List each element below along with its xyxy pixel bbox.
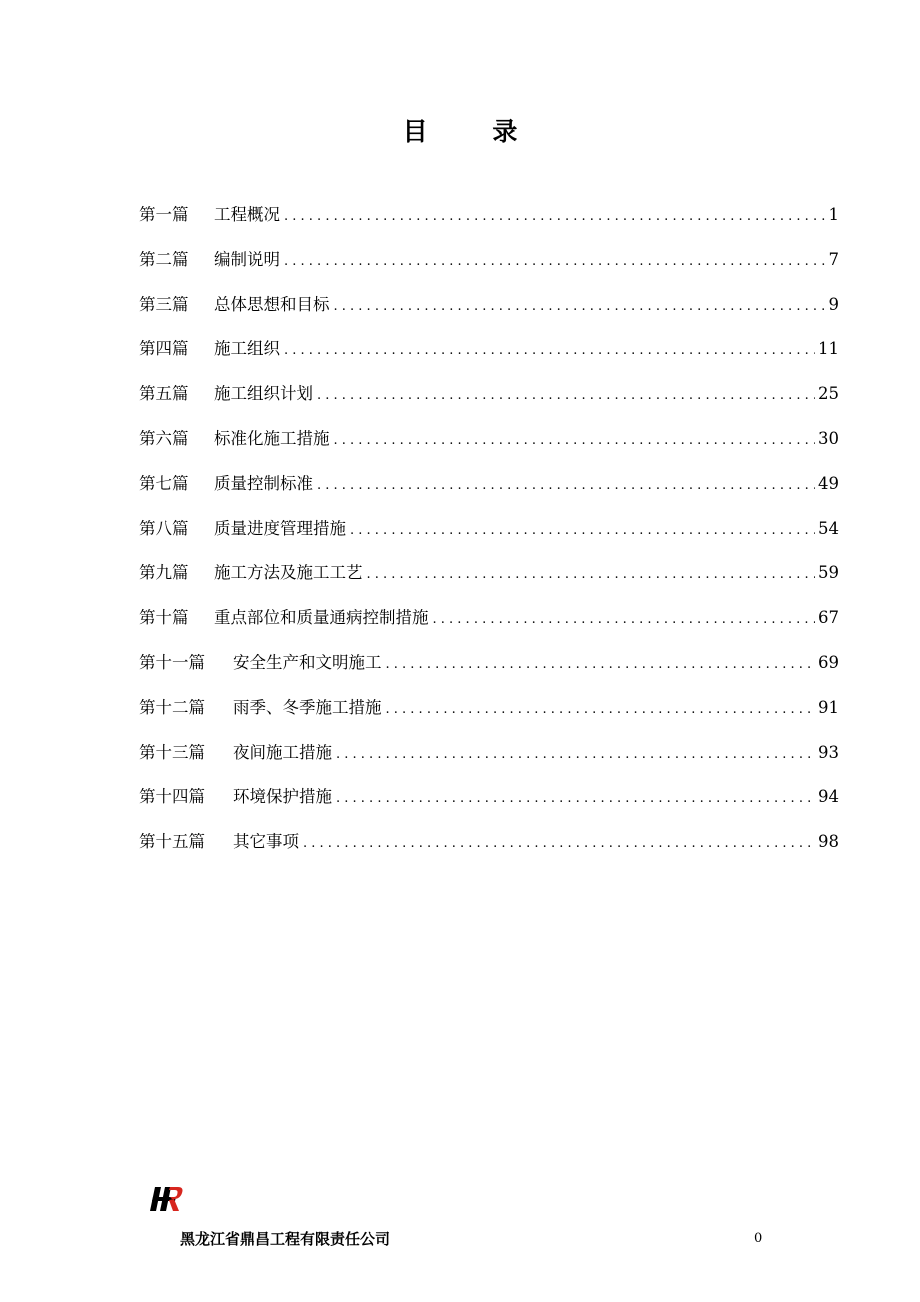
toc-row[interactable] <box>139 427 839 472</box>
toc-page-number: 25 <box>818 384 839 404</box>
toc-chapter-title: 质量控制标准 <box>214 473 313 493</box>
toc-page-number: 54 <box>818 518 839 538</box>
toc-chapter-title: 其它事项 <box>233 832 299 852</box>
toc-row[interactable] <box>139 203 839 248</box>
toc-chapter-label: 第七篇 <box>139 473 189 493</box>
toc-row[interactable] <box>139 517 839 562</box>
toc-chapter-title: 编制说明 <box>214 249 280 269</box>
toc-row[interactable] <box>139 606 839 651</box>
company-name: 黑龙江省鼎昌工程有限责任公司 <box>180 1230 391 1248</box>
toc-chapter-label: 第五篇 <box>139 384 189 404</box>
toc-page-number: 93 <box>818 742 839 762</box>
toc-chapter-label: 第十三篇 <box>139 742 205 762</box>
toc-page-number: 67 <box>818 608 839 628</box>
toc-row[interactable] <box>139 382 839 427</box>
toc-dot-leader <box>284 205 826 229</box>
toc-dot-leader <box>317 474 815 498</box>
toc-dot-leader <box>350 519 815 543</box>
toc-dot-leader <box>367 563 816 587</box>
toc-chapter-label: 第九篇 <box>139 563 189 583</box>
toc-page-number: 59 <box>818 563 839 583</box>
toc-chapter-title: 环境保护措施 <box>233 787 332 807</box>
toc-dot-leader <box>334 429 816 453</box>
toc-dot-leader <box>317 384 815 408</box>
toc-chapter-title: 工程概况 <box>214 205 280 224</box>
toc-chapter-label: 第八篇 <box>139 518 189 538</box>
toc-row[interactable] <box>139 830 839 875</box>
toc-chapter-label: 第四篇 <box>139 339 189 359</box>
toc-dot-leader <box>386 653 816 677</box>
toc-page-number: 98 <box>818 832 839 852</box>
toc-dot-leader <box>334 295 826 319</box>
toc-row[interactable] <box>139 741 839 786</box>
table-of-contents <box>139 203 839 875</box>
toc-page-number: 69 <box>818 652 839 672</box>
toc-chapter-label: 第三篇 <box>139 294 189 314</box>
toc-chapter-title: 重点部位和质量通病控制措施 <box>214 608 429 628</box>
toc-dot-leader <box>386 698 816 722</box>
toc-chapter-label: 第十一篇 <box>139 652 205 672</box>
toc-row[interactable] <box>139 651 839 696</box>
toc-chapter-label: 第十二篇 <box>139 697 205 717</box>
toc-chapter-title: 标准化施工措施 <box>214 428 330 448</box>
toc-dot-leader <box>336 743 815 767</box>
toc-chapter-title: 施工方法及施工工艺 <box>214 563 363 583</box>
toc-page-number: 94 <box>818 787 839 807</box>
toc-dot-leader <box>433 608 816 632</box>
toc-page-number: 11 <box>818 339 839 359</box>
toc-chapter-title: 安全生产和文明施工 <box>233 652 382 672</box>
toc-chapter-title: 质量进度管理措施 <box>214 518 346 538</box>
toc-chapter-label: 第十四篇 <box>139 787 205 807</box>
page-number: 0 <box>754 1231 763 1246</box>
toc-row[interactable] <box>139 248 839 293</box>
toc-row[interactable] <box>139 561 839 606</box>
toc-page-number: 49 <box>818 473 839 493</box>
toc-chapter-title: 雨季、冬季施工措施 <box>233 697 382 717</box>
toc-dot-leader <box>284 250 826 274</box>
toc-dot-leader <box>303 832 815 856</box>
toc-chapter-label: 第一篇 <box>139 205 189 224</box>
toc-chapter-title: 施工组织计划 <box>214 384 313 404</box>
toc-page-number: 30 <box>818 428 839 448</box>
toc-row[interactable] <box>139 785 839 830</box>
toc-row[interactable] <box>139 293 839 338</box>
toc-page-number: 9 <box>828 294 839 314</box>
toc-dot-leader <box>336 787 815 811</box>
toc-chapter-label: 第六篇 <box>139 428 189 448</box>
toc-chapter-label: 第十五篇 <box>139 832 205 852</box>
toc-chapter-title: 施工组织 <box>214 339 280 359</box>
toc-chapter-title: 夜间施工措施 <box>233 742 332 762</box>
toc-page-number: 1 <box>828 205 839 224</box>
company-logo-icon <box>148 1184 184 1214</box>
toc-page-number: 91 <box>818 697 839 717</box>
toc-chapter-title: 总体思想和目标 <box>214 294 330 314</box>
toc-row[interactable] <box>139 696 839 741</box>
toc-chapter-label: 第十篇 <box>139 608 189 628</box>
page-title: 目 录 <box>402 117 546 146</box>
toc-dot-leader <box>284 339 815 363</box>
toc-page-number: 7 <box>828 249 839 269</box>
toc-chapter-label: 第二篇 <box>139 249 189 269</box>
toc-row[interactable] <box>139 337 839 382</box>
toc-row[interactable] <box>139 472 839 517</box>
